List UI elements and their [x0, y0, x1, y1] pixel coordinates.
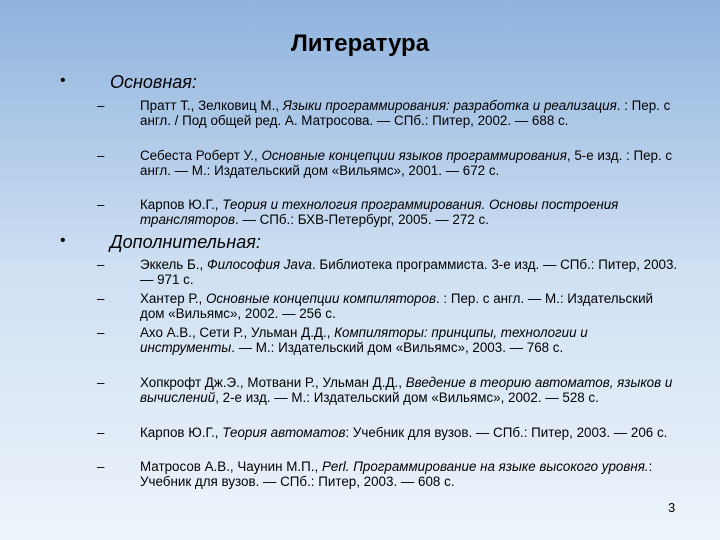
reference-text: Ахо А.В., Сети Р., Ульман Д.Д., Компиляторы: принципы, технологии и инструменты. — М.: Издательский дом «Вильямс», 2003. — 768 с. [140, 325, 588, 355]
dash: – [97, 375, 105, 390]
dash: – [97, 197, 105, 212]
section-label-main: Основная: [110, 72, 197, 92]
dash: – [97, 425, 105, 440]
bullet: • [60, 232, 66, 249]
reference-text: Эккель Б., Философия Java. Библиотека программиста. 3-е изд. — СПб.: Питер, 2003. — 971 с. [140, 257, 678, 287]
reference-text: Карпов Ю.Г., Теория и технология программирования. Основы построения трансляторов. — СПб.: БХВ-Петербург, 2005. — 272 с. [140, 197, 619, 227]
reference-text: Хопкрофт Дж.Э., Мотвани Р., Ульман Д.Д., Введение в теорию автоматов, языков и вычислений, 2-е изд. — М.: Издательский дом «Вильямс», 2002. — 528 с. [140, 375, 673, 405]
bullet: • [60, 72, 66, 89]
reference-text: Хантер Р., Основные концепции компиляторов. : Пер. с англ. — М.: Издательский дом «Вильямс», 2002. — 256 с. [140, 291, 654, 321]
reference-text: Пратт Т., Зелковиц М., Языки программирования: разработка и реализация. : Пер. с англ. / Под общей ред. А. Матросова. — СПб.: Питер, 2002. — 688 с. [140, 98, 671, 128]
dash: – [97, 291, 105, 306]
section-label-additional: Дополнительная: [110, 232, 261, 252]
slide-title: Литература [290, 30, 430, 57]
dash: – [97, 98, 105, 113]
page-number: 3 [668, 500, 676, 515]
dash: – [97, 325, 105, 340]
reference-text: Себеста Роберт У., Основные концепции языков программирования, 5-е изд. : Пер. с англ. — М.: Издательский дом «Вильямс», 2001. — 672 с. [140, 148, 673, 178]
reference-text: Карпов Ю.Г., Теория автоматов: Учебник для вузов. — СПб.: Питер, 2003. — 206 с. [140, 425, 668, 440]
reference-text: Матросов А.В., Чаунин М.П., Perl. Программирование на языке высокого уровня.: Учебник для вузов. — СПб.: Питер, 2003. — 608 с. [140, 459, 653, 489]
dash: – [97, 148, 105, 163]
dash: – [97, 257, 105, 272]
dash: – [97, 459, 105, 474]
